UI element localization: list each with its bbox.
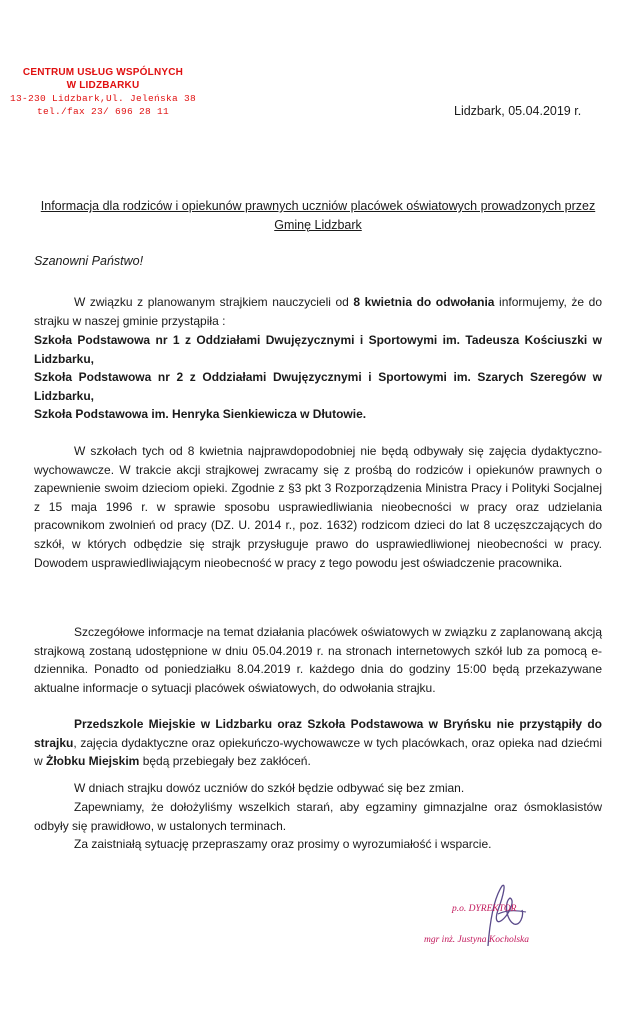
nursery-bold: Żłobku Miejskim	[46, 754, 140, 769]
paragraph-exams: Zapewniamy, że dołożyliśmy wszelkich starań, aby egzaminy gimnazjalne oraz ósmoklasistów odbyły się prawidłowo, w ustalonych terminach.	[34, 800, 602, 833]
signature-block	[420, 880, 600, 960]
school-item: Szkoła Podstawowa nr 2 z Oddziałami Dwujęzycznymi i Sportowymi im. Szarych Szeregów w Lidzbarku,	[34, 370, 602, 403]
letter-subject: Informacja dla rodziców i opiekunów prawnych uczniów placówek oświatowych prowadzonych przez Gminę Lidzbark	[40, 199, 596, 232]
paragraph-apology: Za zaistniałą sytuację przepraszamy oraz prosimy o wyrozumiałość i wsparcie.	[74, 837, 492, 851]
stamp-line-2: W LIDZBARKU	[66, 80, 140, 91]
signatory-title: p.o. DYREKTOR	[452, 904, 517, 914]
paragraph-intro	[34, 293, 602, 330]
institution-stamp	[8, 66, 198, 118]
paragraph-non-striking	[34, 715, 602, 771]
paragraph-information: Szczegółowe informacje na temat działania placówek oświatowych w związku z zaplanowaną akcją strajkową zostaną udostępnione w dniu 05.04.2019 r. na stronach internetowych szkół lub za pomocą e-dziennika. Ponadto od poniedziałku 8.04.2019 r. każdego dnia do godziny 15:00 będą przekazywane aktualne informacje o sytuacji placówek oświatowych, do odwołania strajku.	[34, 625, 602, 695]
stamp-address: 13-230 Lidzbark,Ul. Jeleńska 38	[9, 93, 197, 104]
school-item: Szkoła Podstawowa nr 1 z Oddziałami Dwujęzycznymi i Sportowymi im. Tadeusza Kościuszki w Lidzbarku,	[34, 333, 602, 366]
paragraph-childcare: W szkołach tych od 8 kwietnia najprawdopodobniej nie będą odbywały się zajęcia dydaktyczno-wychowawcze. W trakcie akcji strajkowej zwracamy się z prośbą do rodziców i opiekunów prawnych o zapewnienie swoim dzieciom opieki. Zgodnie z §3 pkt 3 Rozporządzenia Ministra Pracy i Polityki Socjalnej z 15 maja 1996 r. w sprawie sposobu usprawiedliwiania nieobecności w pracy oraz udzielania pracownikom zwolnień od pracy (DZ. U. 2014 r., poz. 1632) rodzicom dzieci do lat 8 uczęszczających do szkół, w których odbędzie się strajk przysługuje prawo do usprawiedliwionej nieobecności w pracy. Dowodem usprawiedliwiającym nieobecność w pracy z tego powodu jest oświadczenie pracownika.	[34, 444, 602, 570]
intro-text-c: informujemy, że do strajku w naszej gminie przystąpiła :	[34, 295, 602, 328]
stamp-line-1: CENTRUM USŁUG WSPÓLNYCH	[22, 67, 184, 78]
school-item: Szkoła Podstawowa im. Henryka Sienkiewicza w Dłutowie.	[34, 407, 367, 422]
non-striking-bold: Przedszkole Miejskie w Lidzbarku oraz Szkoła Podstawowa w Bryńsku nie przystąpiły do strajku	[34, 717, 602, 750]
non-striking-text: , zajęcia dydaktyczne oraz opiekuńczo-wychowawcze w tych placówkach, oraz opieka nad dziećmi w	[34, 735, 602, 769]
signatory-name: mgr inż. Justyna Kocholska	[424, 935, 530, 945]
intro-text-bold: 8 kwietnia do odwołania	[353, 295, 495, 309]
intro-text-a: W związku z planowanym strajkiem nauczycieli od	[74, 295, 354, 309]
striking-schools-list	[34, 331, 602, 424]
greeting: Szanowni Państwo!	[34, 254, 144, 268]
letter-date: Lidzbark, 05.04.2019 r.	[454, 104, 582, 118]
paragraph-transport: W dniach strajku dowóz uczniów do szkół będzie odbywać się bez zmian.	[74, 781, 465, 795]
non-striking-end: będą przebiegały bez zakłóceń.	[139, 754, 311, 769]
stamp-phone: tel./fax 23/ 696 28 11	[36, 106, 170, 117]
